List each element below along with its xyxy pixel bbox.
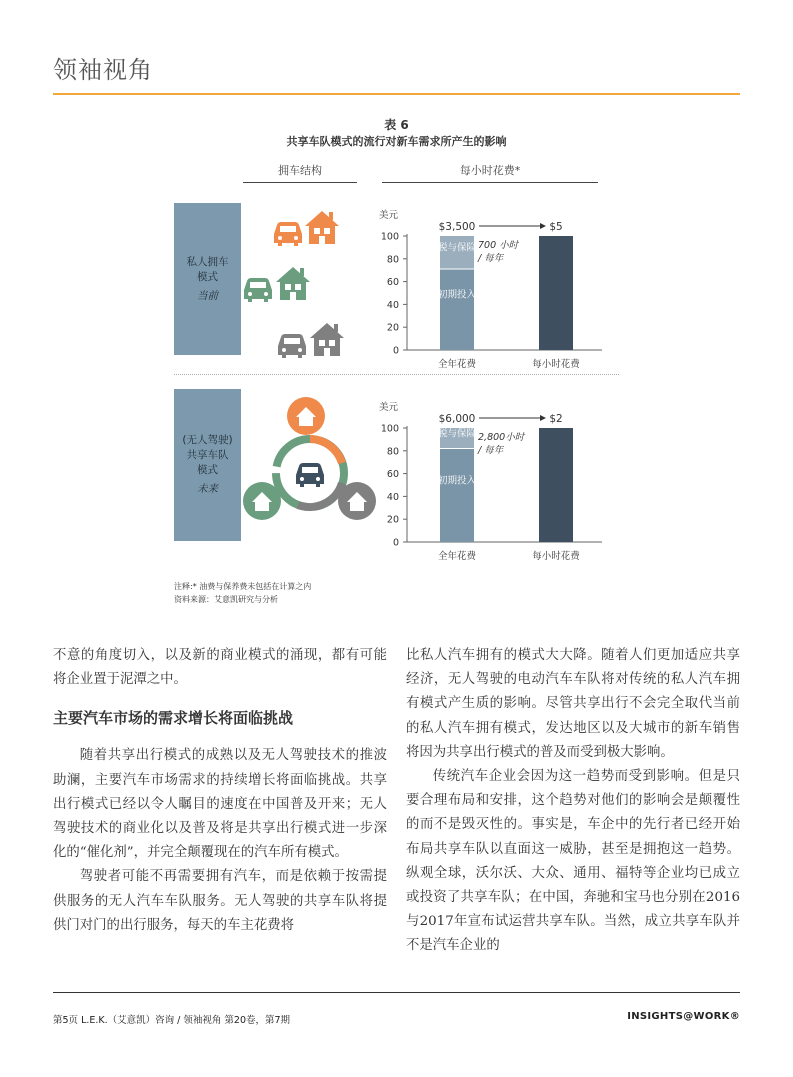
house-icon [305, 211, 339, 244]
bar-value-label: $2 [549, 413, 563, 425]
y-tick-label: 80 [386, 254, 399, 266]
paragraph: 驾驶者可能不再需要拥有汽车，而是依赖于按需提供服务的无人汽车车队服务。无人驾驶的共享车队将提供门对门的出行服务，每天的车主花费将 [53, 869, 387, 933]
car-icon [278, 334, 306, 358]
y-tick-label: 40 [386, 299, 399, 311]
mode-time-label: 未来 [197, 483, 218, 495]
y-tick-label: 100 [380, 231, 399, 243]
paragraph: 随着共享出行模式的成熟以及无人驾驶技术的推波助澜，主要汽车市场需求的持续增长将面临挑战。共享出行模式已经以令人瞩目的速度在中国普及开来；无人驾驶技术的商业化以及普及将是共享出行模式进一步深化的“催化剂”，并完全颠覆现在的汽车所有模式。 [53, 748, 387, 861]
mode-box-private [174, 203, 241, 355]
mode-label: (无人驾驶) [182, 434, 233, 446]
bar-hourly-cost [539, 428, 573, 542]
figure-title: 共享车队模式的流行对新车需求所产生的影响 [286, 135, 507, 148]
footer-brand: INSIGHTS@WORK® [627, 1011, 740, 1022]
car-icon [244, 278, 272, 302]
y-tick-label: 100 [380, 423, 399, 435]
column-header-hourly-cost: 每小时花费* [459, 164, 521, 177]
y-tick-label: 60 [386, 469, 399, 481]
y-axis-unit: 美元 [379, 210, 399, 221]
header-rule [53, 93, 740, 95]
x-category-label: 全年花费 [437, 551, 477, 562]
segment-label-investment: 初期投入 [437, 289, 477, 301]
house-circle-icon [287, 397, 325, 435]
y-axis-unit: 美元 [379, 402, 399, 413]
x-category-label: 全年花费 [437, 359, 477, 370]
y-tick-label: 80 [386, 446, 399, 458]
x-category-label: 每小时花费 [532, 359, 580, 370]
mode-label: 共享车队 [186, 449, 229, 461]
column-header-rule [243, 182, 357, 183]
annotation-hours: 2,800小时 [478, 432, 525, 443]
figure-number: 表 6 [384, 118, 409, 132]
annotation-per-year: / 每年 [478, 253, 504, 264]
bar-segment-investment [440, 269, 474, 350]
y-tick-label: 20 [386, 514, 399, 526]
segment-label-tax: 税与保险 [437, 242, 477, 254]
figure-source: 资料来源：艾意凯研究与分析 [174, 595, 278, 604]
mode-time-label: 当前 [197, 289, 218, 302]
house-circle-icon [338, 482, 376, 520]
house-circle-icon [243, 482, 281, 520]
y-tick-label: 0 [392, 345, 399, 357]
body-right-column [406, 644, 740, 959]
bar-value-label: $3,500 [438, 221, 476, 233]
car-icon [296, 463, 324, 487]
column-header-rule [382, 182, 598, 183]
segment-label-investment: 初期投入 [437, 475, 477, 487]
chart-private-ownership [375, 205, 615, 375]
y-tick-label: 0 [392, 537, 399, 549]
y-tick-label: 20 [386, 322, 399, 334]
bar-hourly-cost [539, 236, 573, 350]
page-title: 领袖视角 [53, 56, 153, 84]
bar-value-label: $6,000 [438, 413, 476, 425]
chart-shared-fleet [375, 397, 615, 567]
footer-rule [53, 992, 740, 993]
bar-segment-investment [440, 449, 474, 542]
mode-label: 模式 [197, 464, 218, 476]
body-left-column [53, 644, 387, 938]
figure-notes [174, 580, 311, 606]
y-tick-label: 40 [386, 491, 399, 503]
segment-label-tax: 税与保险 [437, 428, 477, 440]
paragraph: 不意的角度切入，以及新的商业模式的涌现，都有可能将企业置于泥潭之中。 [53, 648, 387, 688]
annotation-hours: 700 小时 [478, 240, 519, 251]
shared-fleet-icons [238, 393, 383, 525]
section-heading: 主要汽车市场的需求增长将面临挑战 [53, 709, 294, 728]
paragraph: 比私人汽车拥有的模式大大降。随着人们更加适应共享经济，无人驾驶的电动汽车车队将对传统的私人汽车拥有模式产生质的影响。尽管共享出行不会完全取代当前的私人汽车拥有模式，发达地区以及大城市的新车销售将因为共享出行模式的普及而受到极大影响。 [406, 648, 740, 760]
x-category-label: 每小时花费 [532, 551, 580, 562]
column-header-ownership: 拥车结构 [278, 164, 322, 177]
footer-page-info: 第5页 L.E.K.（艾意凯）咨询 / 领袖视角 第20卷，第7期 [53, 1015, 291, 1026]
car-icon [274, 222, 302, 246]
paragraph: 传统汽车企业会因为这一趋势而受到影响。但是只要合理布局和安排，这个趋势对他们的影响会是颠覆性的而不是毁灭性的。事实是，车企中的先行者已经开始布局共享车队以直面这一威胁，甚至是拥抱这一趋势。纵观全球，沃尔沃、大众、通用、福特等企业均已成立或投资了共享车队；在中国，奔驰和宝马也分别在2016与2017年宣布试运营共享车队。当然，成立共享车队并不是汽车企业的 [406, 769, 740, 954]
mode-box-shared [174, 389, 241, 541]
panel-divider [174, 374, 619, 375]
mode-label: 私人拥车 [186, 255, 229, 268]
y-tick-label: 60 [386, 277, 399, 289]
figure-note: 注释:* 油费与保养费未包括在计算之内 [174, 582, 312, 591]
private-ownership-icons [240, 200, 365, 365]
house-icon [276, 267, 310, 300]
annotation-per-year: / 每年 [478, 445, 504, 456]
mode-label: 模式 [197, 270, 218, 283]
house-icon [310, 323, 344, 356]
bar-value-label: $5 [549, 221, 563, 233]
arrow-head [540, 415, 546, 421]
arrow-head [540, 223, 546, 229]
